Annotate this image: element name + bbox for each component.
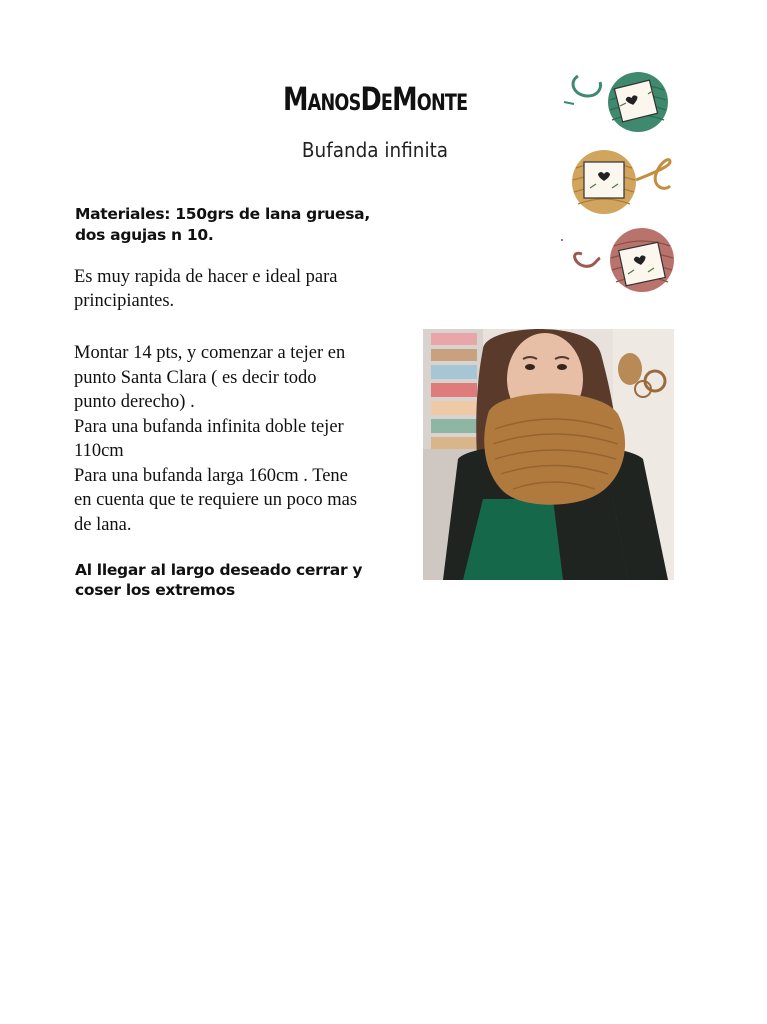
instruction-line: Montar 14 pts, y comenzar a tejer en <box>74 343 346 363</box>
yarn-ball-green-icon <box>564 72 668 132</box>
instruction-line: punto derecho) . <box>74 392 195 412</box>
instruction-line: Para una bufanda larga 160cm . Tene <box>74 465 348 486</box>
scarf-photo <box>423 329 674 580</box>
intro-line: principiantes. <box>74 291 175 311</box>
instruction-line: Para una bufanda infinita doble tejer <box>74 416 344 437</box>
closing-line: Al llegar al largo deseado cerrar y <box>75 561 363 579</box>
instruction-line: en cuenta que te requiere un poco mas <box>74 490 358 510</box>
yarn-decoration <box>560 62 685 302</box>
yarn-ball-pink-icon <box>575 228 674 292</box>
instructions-paragraph <box>74 341 389 537</box>
materials-section <box>75 204 395 246</box>
instruction-line: 110cm <box>74 441 124 461</box>
instruction-line: punto Santa Clara ( es decir todo <box>74 367 317 388</box>
closing-line: coser los extremos <box>75 581 235 599</box>
pattern-title: Bufanda infinita <box>301 138 449 162</box>
materials-line: Materiales: 150grs de lana gruesa, <box>75 205 370 223</box>
brand-title: ManosDeMonte <box>283 80 468 118</box>
materials-line: dos agujas n 10. <box>75 226 214 244</box>
instruction-line: de lana. <box>74 514 132 535</box>
intro-line: Es muy rapida de hacer e ideal para <box>74 267 338 287</box>
yarn-ball-mustard-icon <box>572 150 670 214</box>
closing-instructions <box>75 560 395 600</box>
intro-paragraph <box>74 265 384 313</box>
